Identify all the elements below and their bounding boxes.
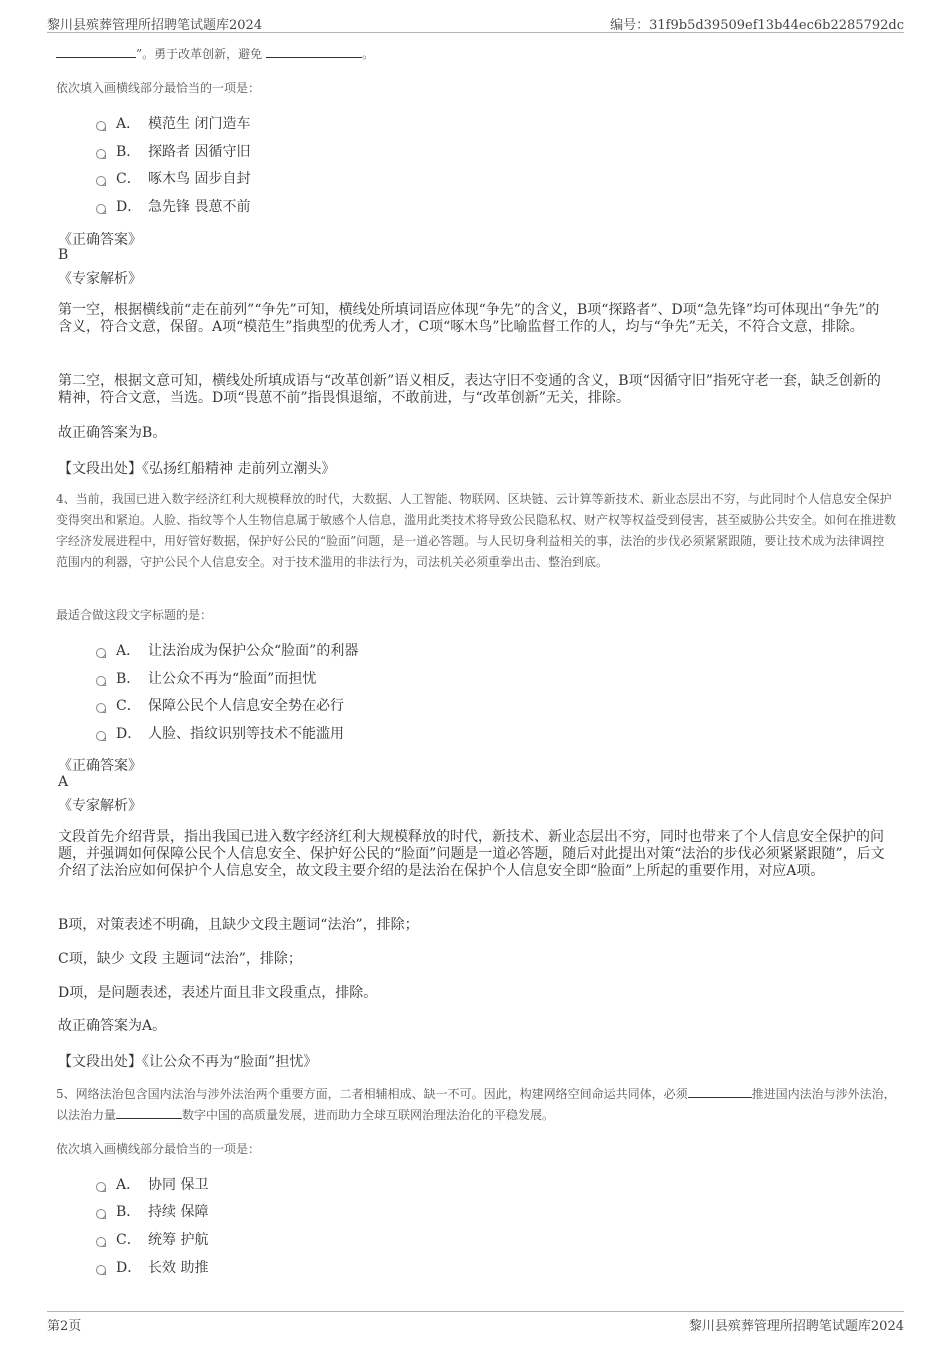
q3-answer-label: 《正确答案》 <box>58 232 142 248</box>
radio-icon[interactable] <box>96 1182 106 1192</box>
radio-icon[interactable] <box>96 731 106 741</box>
header-doc-id: 编号：31f9b5d39509ef13b44ec6b2285792dc <box>610 18 904 33</box>
q4-answer-label: 《正确答案》 <box>58 758 142 774</box>
q3-option-c[interactable]: C． 啄木鸟 固步自封 <box>96 169 250 189</box>
q3-option-b[interactable]: B． 探路者 因循守旧 <box>96 142 250 162</box>
q4-analysis-p4: D项，是问题表述，表述片面且非文段重点，排除。 <box>58 985 378 1001</box>
q5-option-b[interactable]: B． 持续 保障 <box>96 1202 208 1222</box>
q3-analysis-p2: 第二空，根据文意可知，横线处所填成语与“改革创新”语义相反，表达守旧不变通的含义，B项“因循守旧”指死守老一套，缺乏创新的精神，符合文意，当选。D项“畏葸不前”指畏惧退缩，不敢前进，与“改革创新”无关，排除。 <box>58 373 881 406</box>
q3-analysis-label: 《专家解析》 <box>58 271 142 287</box>
q5-blank-1 <box>688 1086 752 1098</box>
page-number: 第2页 <box>47 1319 82 1334</box>
radio-icon[interactable] <box>96 1265 106 1275</box>
q5-option-c[interactable]: C． 统筹 护航 <box>96 1230 208 1250</box>
q4-option-a[interactable]: A． 让法治成为保护公众“脸面”的利器 <box>96 641 358 661</box>
q4-option-d[interactable]: D． 人脸、指纹识别等技术不能滥用 <box>96 724 344 744</box>
q5-prompt: 依次填入画横线部分最恰当的一项是： <box>56 1142 261 1156</box>
q4-option-c[interactable]: C． 保障公民个人信息安全势在必行 <box>96 696 344 716</box>
q4-stem: 4、当前，我国已进入数字经济红利大规模释放的时代，大数据、人工智能、物联网、区块链、云计算等新技术、新业态层出不穷，与此同时个人信息安全保护变得突出和紧迫。人脸、指纹等个人生物信息属于敏感个人信息，滥用此类技术将导致公民隐私权、财产权等权益受到侵害，甚至威胁公共安全。如何在推进数字经济发展进程中，用好管好数据，保护好公民的“脸面”问题，是一道必答题。与人民切身利益相关的事，法治的步伐必须紧紧跟随，要让技术成为法律调控范围内的利器，守护公民个人信息安全。对于技术滥用的非法行为，司法机关必须重拳出击、整治到底。 <box>56 492 897 569</box>
q4-analysis-label: 《专家解析》 <box>58 798 142 814</box>
q4-analysis-p2: B项，对策表述不明确，且缺少文段主题词“法治”，排除； <box>58 917 419 933</box>
q4-option-b[interactable]: B． 让公众不再为“脸面”而担忧 <box>96 669 316 689</box>
q3-source: 【文段出处】《弘扬红船精神 走前列立潮头》 <box>58 461 336 477</box>
radio-icon[interactable] <box>96 121 106 131</box>
q5-blank-2 <box>116 1107 182 1119</box>
radio-icon[interactable] <box>96 204 106 214</box>
q3-analysis-p3: 故正确答案为B。 <box>58 425 167 441</box>
q3-blank-1 <box>56 46 136 58</box>
q5-option-d[interactable]: D． 长效 助推 <box>96 1258 208 1278</box>
q3-answer: B <box>58 247 69 263</box>
q4-analysis-p3: C项，缺少 文段 主题词“法治”，排除； <box>58 951 302 967</box>
q3-option-a[interactable]: A． 模范生 闭门造车 <box>96 114 250 134</box>
radio-icon[interactable] <box>96 176 106 186</box>
q3-stem-tail: ”。勇于改革创新，避免 。 <box>56 45 374 62</box>
q4-answer: A <box>58 774 69 790</box>
radio-icon[interactable] <box>96 149 106 159</box>
footer-title: 黎川县殡葬管理所招聘笔试题库2024 <box>688 1319 904 1334</box>
header-title: 黎川县殡葬管理所招聘笔试题库2024 <box>47 18 263 33</box>
page-header <box>47 12 904 33</box>
q4-analysis-p5: 故正确答案为A。 <box>58 1018 167 1034</box>
q3-option-d[interactable]: D． 急先锋 畏葸不前 <box>96 197 250 217</box>
radio-icon[interactable] <box>96 1237 106 1247</box>
q5-option-a[interactable]: A． 协同 保卫 <box>96 1175 208 1195</box>
radio-icon[interactable] <box>96 703 106 713</box>
radio-icon[interactable] <box>96 676 106 686</box>
q3-blank-2 <box>266 46 362 58</box>
radio-icon[interactable] <box>96 1209 106 1219</box>
radio-icon[interactable] <box>96 648 106 658</box>
q5-stem: 5、网络法治包含国内法治与涉外法治两个重要方面，二者相辅相成、缺一不可。因此，构建网络空间命运共同体，必须 推进国内法治与涉外法治，以法治力量 数字中国的高质量发展，进而助力全球互联网治理法治化的平稳发展。 <box>56 1087 896 1122</box>
q3-analysis-p1: 第一空，根据横线前“走在前列”“争先”可知，横线处所填词语应体现“争先”的含义，B项“探路者”、D项“急先锋”均可体现出“争先”的含义，符合文意，保留。A项“模范生”指典型的优秀人才，C项“啄木鸟”比喻监督工作的人，均与“争先”无关，不符合文意，排除。 <box>58 302 880 335</box>
q3-prompt: 依次填入画横线部分最恰当的一项是： <box>56 81 261 95</box>
page-footer <box>47 1311 904 1334</box>
q4-analysis-p1: 文段首先介绍背景，指出我国已进入数字经济红利大规模释放的时代，新技术、新业态层出不穷，同时也带来了个人信息安全保护的问题，并强调如何保障公民个人信息安全、保护好公民的“脸面”问题是一道必答题，随后对此提出对策“法治的步伐必须紧紧跟随”，后文介绍了法治应如何保护个人信息安全，故文段主要介绍的是法治在保护个人信息安全即“脸面”上所起的重要作用，对应A项。 <box>58 829 885 879</box>
q4-source: 【文段出处】《让公众不再为“脸面”担忧》 <box>58 1054 318 1070</box>
q4-prompt: 最适合做这段文字标题的是： <box>56 608 213 622</box>
